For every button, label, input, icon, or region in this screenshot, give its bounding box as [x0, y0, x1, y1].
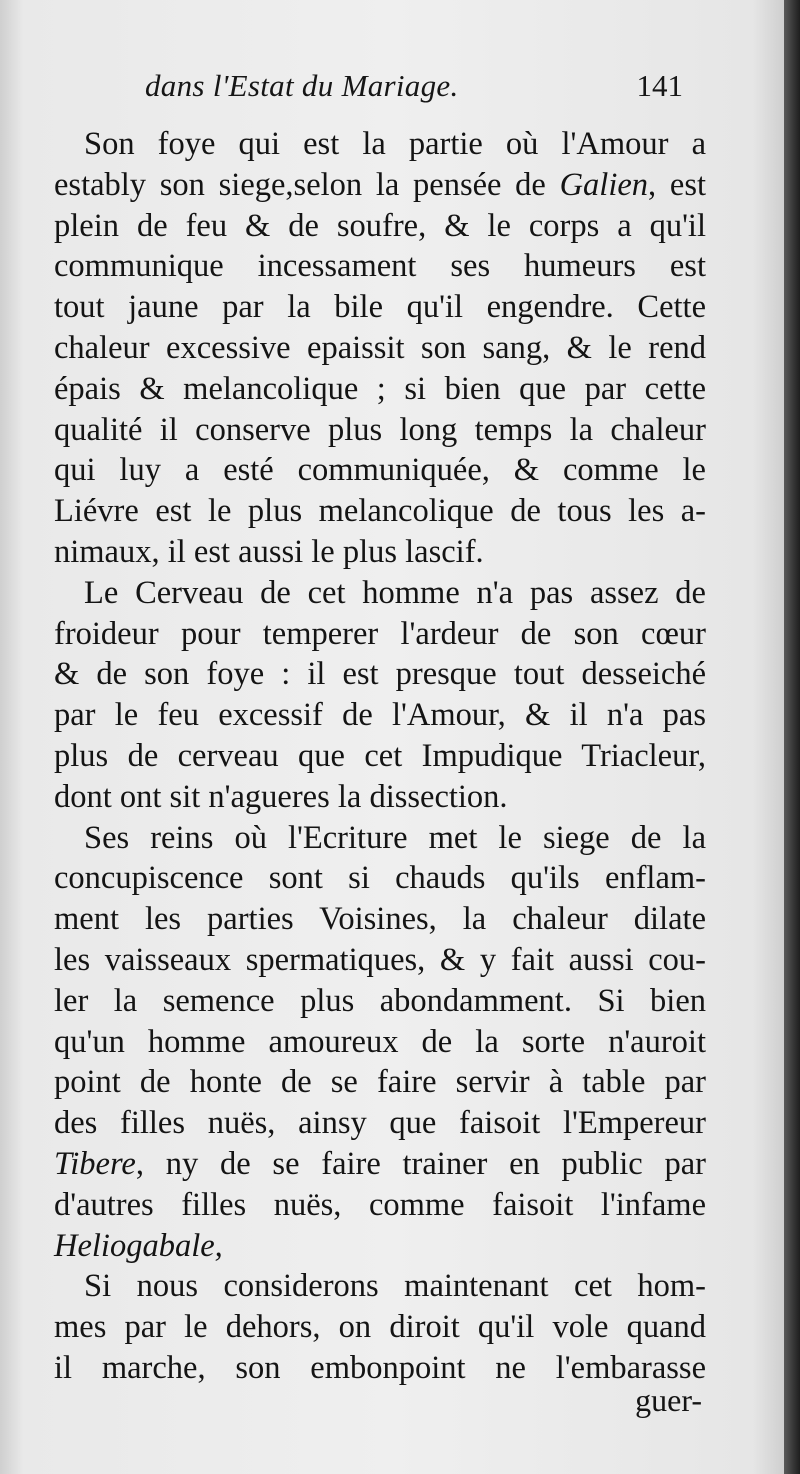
page-number: 141: [636, 68, 683, 103]
text-line: plein de feu & de soufre, & le corps a qu'il: [54, 207, 706, 244]
text-line: d'autres filles nuës, comme faisoit l'infame: [54, 1186, 706, 1223]
paragraph-4: [24, 1266, 706, 1388]
paragraph-1: [24, 124, 706, 573]
paragraph-2: [24, 573, 706, 818]
text-line: il marche, son embonpoint ne l'embarasse: [54, 1349, 706, 1386]
text-line: ler la semence plus abondamment. Si bien: [54, 982, 706, 1019]
page-header: [145, 68, 685, 112]
text-line: Liévre est le plus melancolique de tous les a-: [54, 493, 706, 530]
text-line: Son foye qui est la partie où l'Amour a: [84, 126, 706, 162]
text-line: concupiscence sont si chauds qu'ils enflam-: [54, 860, 706, 897]
text-line: communique incessament ses humeurs est: [54, 248, 706, 285]
text-line: chaleur excessive epaissit son sang, & le rend: [54, 329, 706, 366]
body-text: [24, 124, 706, 1389]
text-line: des filles nuës, ainsy que faisoit l'Empereur: [54, 1105, 706, 1142]
name-galien: Galien: [559, 166, 649, 203]
text-line: [24, 1144, 706, 1185]
text-line: par le feu excessif de l'Amour, & il n'a pas: [54, 697, 706, 734]
text-line: épais & melancolique ; si bien que par cette: [54, 370, 706, 407]
catchword: guer-: [635, 1382, 702, 1418]
text-line: les vaisseaux spermatiques, & y fait aussi cou-: [54, 941, 706, 978]
text-line: qualité il conserve plus long temps la chaleur: [54, 411, 706, 448]
text-line: qu'un homme amoureux de la sorte n'auroit: [54, 1023, 706, 1060]
text-line: Le Cerveau de cet homme n'a pas assez de: [84, 574, 706, 611]
text-line: Si nous considerons maintenant cet hom-: [84, 1268, 706, 1305]
text-line: dont ont sit n'agueres la dissection.: [54, 778, 508, 815]
text-line: nimaux, il est aussi le plus lascif.: [54, 533, 484, 570]
text-segment: estably son siege,selon la pensée de: [54, 166, 560, 203]
name-tibere: Tibere: [54, 1145, 136, 1182]
text-line: [24, 165, 706, 206]
text-line: mes par le dehors, on diroit qu'il vole quand: [54, 1309, 706, 1346]
text-line: ment les parties Voisines, la chaleur dilate: [54, 901, 706, 938]
text-line: plus de cerveau que cet Impudique Triacleur,: [54, 737, 706, 774]
text-line: qui luy a esté communiquée, & comme le: [54, 452, 706, 489]
text-segment: , ny de se faire trainer en public par: [135, 1145, 706, 1182]
text-line: tout jaune par la bile qu'il engendre. Cette: [54, 289, 706, 326]
book-edge: [784, 0, 800, 1474]
text-line: & de son foye : il est presque tout desseiché: [54, 656, 706, 693]
text-line: froideur pour temperer l'ardeur de son cœur: [54, 615, 706, 652]
paragraph-3: [24, 818, 706, 1267]
text-segment: , est: [648, 166, 706, 203]
name-heliogabale: Heliogabale,: [54, 1227, 223, 1264]
text-line: Ses reins où l'Ecriture met le siege de la: [84, 819, 706, 856]
running-head: dans l'Estat du Mariage.: [145, 68, 459, 103]
text-line: point de honte de se faire servir à table par: [54, 1064, 706, 1101]
